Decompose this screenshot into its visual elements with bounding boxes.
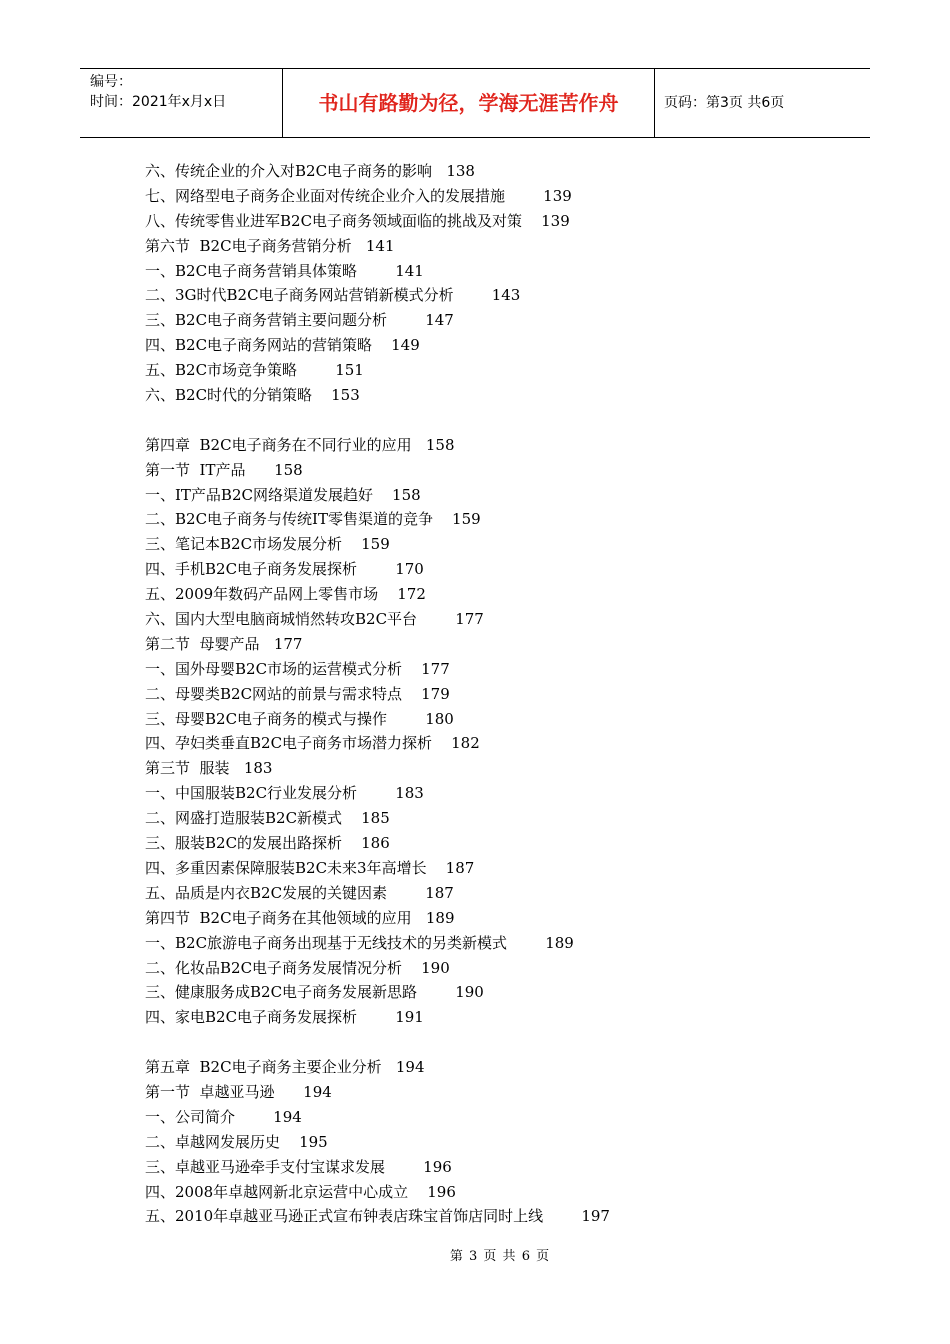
table-of-contents xyxy=(145,159,610,1229)
toc-entry: 六、国内大型电脑商城悄然转攻B2C平台 177 xyxy=(145,610,484,629)
toc-entry: 第六节 B2C电子商务营销分析 141 xyxy=(145,236,395,255)
toc-entry: 第一节 卓越亚马逊 194 xyxy=(145,1082,332,1101)
header-left-cell xyxy=(80,69,282,137)
toc-entry: 四、家电B2C电子商务发展探析 191 xyxy=(145,1008,424,1027)
toc-entry: 五、品质是内衣B2C发展的关键因素 187 xyxy=(145,883,454,902)
toc-entry: 五、B2C市场竞争策略 151 xyxy=(145,361,364,380)
toc-entry: 三、母婴B2C电子商务的模式与操作 180 xyxy=(145,709,454,728)
toc-entry: 第二节 母婴产品 177 xyxy=(145,634,303,653)
toc-entry: 三、健康服务成B2C电子商务发展新思路 190 xyxy=(145,983,484,1002)
toc-entry: 一、中国服装B2C行业发展分析 183 xyxy=(145,784,424,803)
toc-entry: 二、卓越网发展历史 195 xyxy=(145,1132,328,1151)
time-label: 时间：2021年x月x日 xyxy=(90,94,227,110)
toc-entry: 三、笔记本B2C市场发展分析 159 xyxy=(145,535,390,554)
toc-entry: 一、B2C旅游电子商务出现基于无线技术的另类新模式 189 xyxy=(145,933,574,952)
toc-entry: 六、B2C时代的分销策略 153 xyxy=(145,386,360,405)
toc-entry: 第五章 B2C电子商务主要企业分析 194 xyxy=(145,1058,425,1077)
toc-spacer xyxy=(145,408,610,433)
toc-entry: 五、2010年卓越亚马逊正式宣布钟表店珠宝首饰店同时上线 197 xyxy=(145,1207,610,1226)
toc-entry: 二、网盛打造服装B2C新模式 185 xyxy=(145,809,390,828)
toc-entry: 三、B2C电子商务营销主要问题分析 147 xyxy=(145,311,454,330)
toc-entry: 四、多重因素保障服装B2C未来3年高增长 187 xyxy=(145,858,475,877)
toc-entry: 第三节 服装 183 xyxy=(145,759,273,778)
toc-entry: 一、国外母婴B2C市场的运营模式分析 177 xyxy=(145,659,450,678)
toc-entry: 二、3G时代B2C电子商务网站营销新模式分析 143 xyxy=(145,286,521,305)
toc-entry: 第四章 B2C电子商务在不同行业的应用 158 xyxy=(145,435,455,454)
toc-entry: 一、公司简介 194 xyxy=(145,1107,302,1126)
footer-page-number: 第 3 页 共 6 页 xyxy=(449,1249,551,1264)
toc-entry: 五、2009年数码产品网上零售市场 172 xyxy=(145,585,426,604)
toc-entry: 六、传统企业的介入对B2C电子商务的影响 138 xyxy=(145,162,475,180)
toc-entry: 四、孕妇类垂直B2C电子商务市场潜力探析 182 xyxy=(145,734,480,753)
page-header xyxy=(80,68,870,138)
toc-entry: 二、化妆品B2C电子商务发展情况分析 190 xyxy=(145,958,450,977)
toc-entry: 一、B2C电子商务营销具体策略 141 xyxy=(145,261,424,280)
doc-number-label: 编号： xyxy=(90,74,132,90)
toc-entry: 四、2008年卓越网新北京运营中心成立 196 xyxy=(145,1182,456,1201)
toc-entry: 七、网络型电子商务企业面对传统企业介入的发展措施 139 xyxy=(145,186,572,205)
header-motto: 书山有路勤为径，学海无涯苦作舟 xyxy=(282,69,655,137)
toc-entry: 八、传统零售业进军B2C电子商务领域面临的挑战及对策 139 xyxy=(145,211,570,230)
toc-entry: 三、服装B2C的发展出路探析 186 xyxy=(145,834,390,853)
toc-entry: 第一节 IT产品 158 xyxy=(145,460,303,479)
toc-entry: 一、IT产品B2C网络渠道发展趋好 158 xyxy=(145,485,421,504)
toc-entry: 三、卓越亚马逊牵手支付宝谋求发展 196 xyxy=(145,1157,452,1176)
toc-entry: 四、手机B2C电子商务发展探析 170 xyxy=(145,560,424,579)
toc-entry: 二、B2C电子商务与传统IT零售渠道的竞争 159 xyxy=(145,510,481,529)
toc-spacer xyxy=(145,1030,610,1055)
toc-entry: 二、母婴类B2C网站的前景与需求特点 179 xyxy=(145,684,450,703)
toc-entry: 四、B2C电子商务网站的营销策略 149 xyxy=(145,336,420,355)
toc-entry: 第四节 B2C电子商务在其他领域的应用 189 xyxy=(145,908,455,927)
header-page-label: 页码：第3页 共6页 xyxy=(664,95,785,111)
